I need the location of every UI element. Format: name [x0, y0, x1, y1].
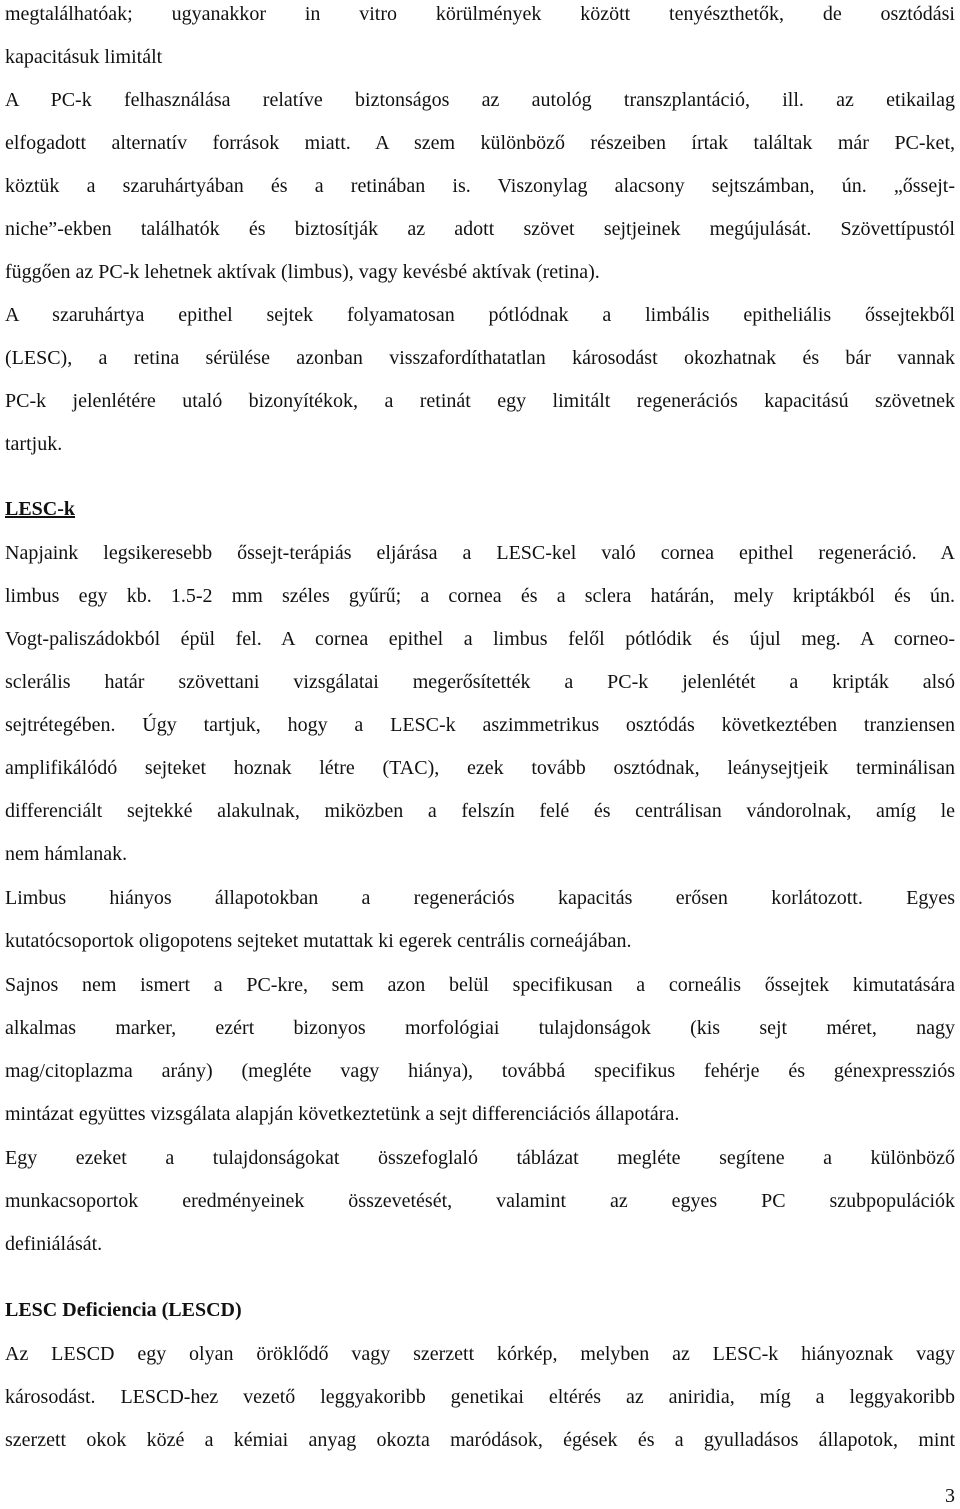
- text-line: definiálását.: [5, 1233, 103, 1255]
- text-line: nem hámlanak.: [5, 843, 128, 865]
- page-number: 3: [945, 1485, 955, 1507]
- section-heading-lesc: LESC-k: [5, 498, 76, 520]
- text-line: niche”-ekben találhatók és biztosítják az adott szövet sejtjeinek megújulását. Szövettípustól: [5, 218, 955, 240]
- text-line: differenciált sejtekké alakulnak, miközben a felszín felé és centrálisan vándorolnak, amíg le: [5, 800, 955, 822]
- text-line: limbus egy kb. 1.5-2 mm széles gyűrű; a cornea és a sclera határán, mely kriptákból és ún.: [5, 585, 955, 607]
- text-line: megtalálhatóak; ugyanakkor in vitro körülmények között tenyészthetők, de osztódási: [5, 3, 955, 25]
- text-line: mag/citoplazma arány) (megléte vagy hiánya), továbbá specifikus fehérje és génexpressziós: [5, 1060, 955, 1082]
- text-line: szerzett okok közé a kémiai anyag okozta maródások, égések és a gyulladásos állapotok, mint: [5, 1429, 955, 1451]
- text-line: sejtrétegében. Úgy tartjuk, hogy a LESC-k aszimmetrikus osztódás következtében tranziensen: [5, 714, 955, 736]
- text-line: (LESC), a retina sérülése azonban visszafordíthatatlan károsodást okozhatnak és bár vannak: [5, 347, 955, 369]
- text-line: függően az PC-k lehetnek aktívak (limbus), vagy kevésbé aktívak (retina).: [5, 261, 600, 283]
- text-line: alkalmas marker, ezért bizonyos morfológiai tulajdonságok (kis sejt méret, nagy: [5, 1017, 955, 1039]
- text-line: kapacitásuk limitált: [5, 46, 163, 68]
- text-line: köztük a szaruhártyában és a retinában is. Viszonylag alacsony sejtszámban, ún. „őssejt-: [5, 175, 955, 197]
- text-line: A PC-k felhasználása relatíve biztonságos az autológ transzplantáció, ill. az etikailag: [5, 89, 955, 111]
- text-line: Limbus hiányos állapotokban a regenerációs kapacitás erősen korlátozott. Egyes: [5, 887, 955, 909]
- text-line: sclerális határ szövettani vizsgálatai megerősítették a PC-k jelenlétét a kripták alsó: [5, 671, 955, 693]
- text-line: PC-k jelenlétére utaló bizonyítékok, a retinát egy limitált regenerációs kapacitású szövetnek: [5, 390, 955, 412]
- text-line: mintázat együttes vizsgálata alapján következtetünk a sejt differenciációs állapotára.: [5, 1103, 680, 1125]
- text-line: Napjaink legsikeresebb őssejt-terápiás eljárása a LESC-kel való cornea epithel regeneráció. A: [5, 542, 955, 564]
- text-line: Egy ezeket a tulajdonságokat összefoglaló táblázat megléte segítene a különböző: [5, 1147, 955, 1169]
- text-line: Sajnos nem ismert a PC-kre, sem azon belül specifikusan a corneális őssejtek kimutatására: [5, 974, 955, 996]
- text-line: Vogt-paliszádokból épül fel. A cornea epithel a limbus felől pótlódik és újul meg. A corneo-: [5, 628, 955, 650]
- text-line: A szaruhártya epithel sejtek folyamatosan pótlódnak a limbális epitheliális őssejtekből: [5, 304, 955, 326]
- text-line: tartjuk.: [5, 433, 63, 455]
- text-line: amplifikálódó sejteket hoznak létre (TAC), ezek tovább osztódnak, leánysejtjeik terminálisan: [5, 757, 955, 779]
- text-line: munkacsoportok eredményeinek összevetését, valamint az egyes PC szubpopulációk: [5, 1190, 955, 1212]
- section-heading-lescd: LESC Deficiencia (LESCD): [5, 1299, 242, 1321]
- text-line: Az LESCD egy olyan öröklődő vagy szerzett kórkép, melyben az LESC-k hiányoznak vagy: [5, 1343, 955, 1365]
- text-line: károsodást. LESCD-hez vezető leggyakoribb genetikai eltérés az aniridia, míg a leggyakoribb: [5, 1386, 955, 1408]
- text-line: elfogadott alternatív források miatt. A szem különböző részeiben írtak találtak már PC-ket,: [5, 132, 955, 154]
- text-line: kutatócsoportok oligopotens sejteket mutattak ki egerek centrális corneájában.: [5, 930, 632, 952]
